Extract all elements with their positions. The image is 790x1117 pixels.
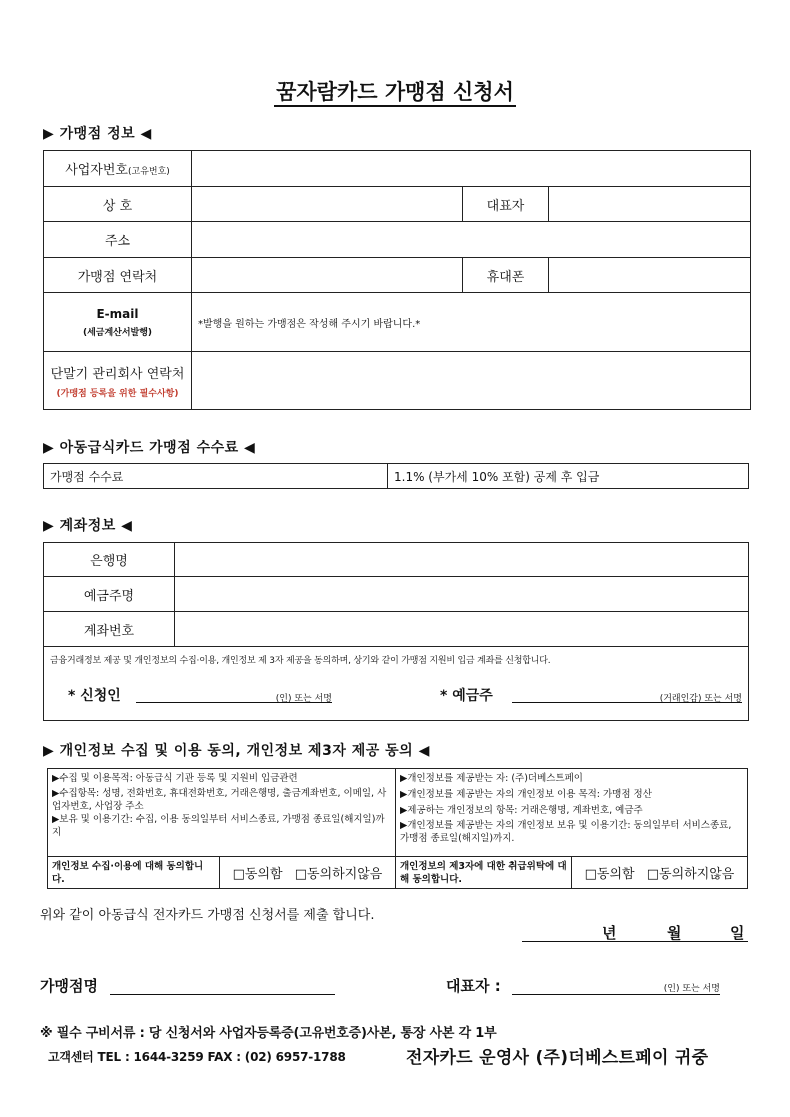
terminal-field[interactable] — [192, 352, 751, 410]
date-year: 년 — [602, 924, 617, 942]
ceo-field[interactable] — [549, 187, 751, 222]
privacy-left-details — [48, 769, 396, 857]
right-agree-checkbox[interactable]: □동의함 — [584, 867, 635, 882]
fee-label: 가맹점 수수료 — [44, 464, 388, 489]
account-number-label: 계좌번호 — [44, 612, 175, 647]
section-account: ▶ 계좌정보 ◀ — [43, 518, 133, 534]
right-disagree-checkbox[interactable]: □동의하지않음 — [646, 867, 735, 882]
store-info-table — [43, 150, 751, 410]
bank-label: 은행명 — [44, 543, 175, 577]
ceo-sign-line[interactable]: (인) 또는 서명 — [512, 975, 720, 995]
account-consent-text: 금융거래정보 제공 및 개인정보의 수집·이용, 개인정보 제 3자 제공을 동의하며, 상기와 같이 가맹점 지원비 입금 계좌를 신청합니다. — [50, 656, 551, 666]
holder-field[interactable] — [175, 577, 749, 612]
store-name-label: 상 호 — [44, 187, 192, 222]
recipient: 전자카드 운영사 (주)더베스트페이 귀중 — [406, 1048, 709, 1068]
privacy-table — [47, 768, 748, 889]
privacy-right-consent-question: 개인정보의 제3자에 대한 취급위탁에 대해 동의합니다. — [396, 857, 572, 889]
page-title: 꿈자람카드 가맹점 신청서 — [0, 76, 790, 106]
biz-no-field[interactable] — [192, 151, 751, 187]
required-docs: ※ 필수 구비서류 : 당 신청서와 사업자등록증(고유번호증)사본, 통장 사본 각 1부 — [40, 1026, 497, 1041]
ceo-sign-label: 대표자 : — [446, 977, 501, 995]
left-disagree-checkbox[interactable]: □동의하지않음 — [294, 867, 383, 882]
account-table — [43, 542, 749, 721]
mobile-field[interactable] — [549, 258, 751, 293]
privacy-right-line: ▶개인정보를 제공받는 자의 개인정보 이용 목적: 가맹점 정산 — [400, 789, 652, 800]
privacy-right-details — [396, 769, 748, 857]
section-privacy: ▶ 개인정보 수집 및 이용 동의, 개인정보 제3자 제공 동의 ◀ — [43, 743, 430, 759]
depositor-label: * 예금주 — [440, 688, 493, 704]
date-month: 월 — [667, 924, 682, 942]
store-name-sign-label: 가맹점명 — [40, 977, 98, 995]
ceo-label: 대표자 — [463, 187, 549, 222]
privacy-right-line: ▶개인정보를 제공받는 자: (주)더베스트페이 — [400, 773, 583, 784]
holder-label: 예금주명 — [44, 577, 175, 612]
section-store-info: ▶ 가맹점 정보 ◀ — [43, 126, 152, 142]
phone-field[interactable] — [192, 258, 463, 293]
submission-statement: 위와 같이 아동급식 전자카드 가맹점 신청서를 제출 합니다. — [40, 908, 375, 923]
email-note: *발행을 원하는 가맹점은 작성해 주시기 바랍니다.* — [198, 318, 421, 330]
depositor-sign-line[interactable]: (거래인감) 또는 서명 — [512, 685, 742, 703]
fee-table — [43, 463, 749, 489]
account-consent-cell — [44, 647, 749, 721]
account-number-field[interactable] — [175, 612, 749, 647]
email-label: E-mail (세금계산서발행) — [44, 293, 192, 352]
fee-value: 1.1% (부가세 10% 포함) 공제 후 입금 — [388, 464, 749, 489]
left-agree-checkbox[interactable]: □동의함 — [232, 867, 283, 882]
phone-label: 가맹점 연락처 — [44, 258, 192, 293]
date-day: 일 — [730, 924, 745, 942]
mobile-label: 휴대폰 — [463, 258, 549, 293]
privacy-left-consent-question: 개인정보 수집·이용에 대해 동의합니다. — [48, 857, 220, 889]
applicant-label: * 신청인 — [68, 688, 121, 704]
address-field[interactable] — [192, 222, 751, 258]
section-fee: ▶ 아동급식카드 가맹점 수수료 ◀ — [43, 440, 256, 456]
privacy-right-line: ▶제공하는 개인정보의 항목: 거래은행명, 계좌번호, 예금주 — [400, 805, 643, 816]
privacy-right-consent-options — [572, 857, 748, 889]
privacy-right-line: ▶개인정보를 제공받는 자의 개인정보 보유 및 이용기간: 동의일부터 서비스종료, 가맹점 종료일(해지일)까지. — [400, 820, 732, 844]
date-line[interactable] — [522, 922, 748, 942]
privacy-left-consent-options — [220, 857, 396, 889]
terminal-label: 단말기 관리회사 연락처 (가맹점 등록을 위한 필수사항) — [44, 352, 192, 410]
applicant-sign-line[interactable]: (인) 또는 서명 — [136, 685, 332, 703]
privacy-left-line: ▶수집 및 이용목적: 아동급식 기관 등록 및 지원비 입금관련 — [52, 773, 298, 784]
privacy-left-line: ▶수집항목: 성명, 전화번호, 휴대전화번호, 거래은행명, 출금계좌번호, 이메일, 사업자번호, 사업장 주소 — [52, 788, 387, 812]
customer-center: 고객센터 TEL : 1644-3259 FAX : (02) 6957-1788 — [48, 1050, 346, 1064]
bank-field[interactable] — [175, 543, 749, 577]
email-field[interactable] — [192, 293, 751, 352]
store-name-field[interactable] — [192, 187, 463, 222]
store-name-sign-line[interactable] — [110, 975, 335, 995]
address-label: 주소 — [44, 222, 192, 258]
privacy-left-line: ▶보유 및 이용기간: 수집, 이용 동의일부터 서비스종료, 가맹점 종료일(해지일)까지 — [52, 814, 385, 838]
biz-no-label: 사업자번호(고유번호) — [44, 151, 192, 187]
